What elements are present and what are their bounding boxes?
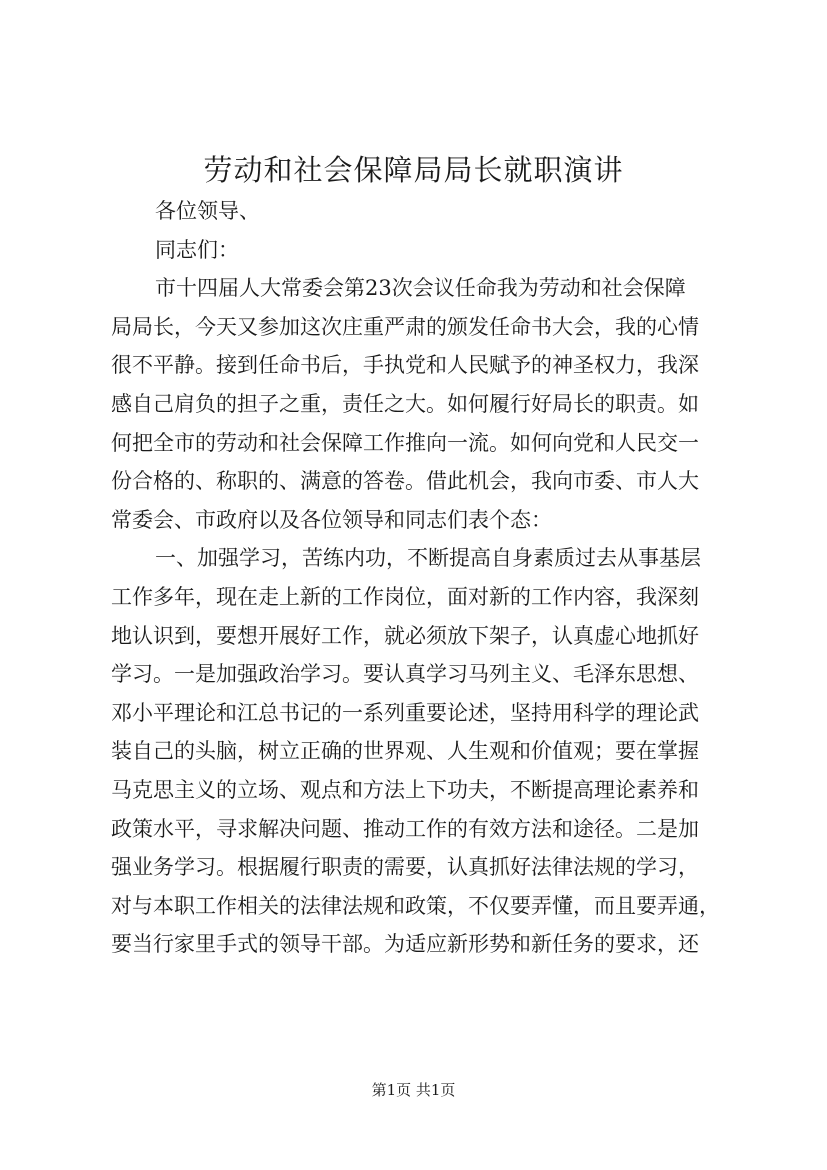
paragraph-line: 对与本职工作相关的法律法规和政策，不仅要弄懂，而且要弄通，	[111, 893, 720, 918]
paragraph-line: 马克思主义的立场、观点和方法上下功夫，不断提高理论素养和	[111, 777, 699, 802]
paragraph-line: 邓小平理论和江总书记的一系列重要论述，坚持用科学的理论武	[111, 700, 699, 725]
paragraph-line: 份合格的、称职的、满意的答卷。借此机会，我向市委、市人大	[111, 469, 699, 494]
paragraph-line: 要当行家里手式的领导干部。为适应新形势和新任务的要求，还	[111, 932, 699, 957]
paragraph-line: 很不平静。接到任命书后，手执党和人民赋予的神圣权力，我深	[111, 353, 699, 378]
paragraph-line: 装自己的头脑，树立正确的世界观、人生观和价值观；要在掌握	[111, 739, 699, 764]
paragraph-line: 常委会、市政府以及各位领导和同志们表个态：	[111, 507, 552, 532]
paragraph-line: 感自己肩负的担子之重，责任之大。如何履行好局长的职责。如	[111, 391, 699, 416]
salutation-line: 各位领导、	[155, 199, 260, 223]
paragraph-line: 地认识到，要想开展好工作，就必须放下架子，认真虚心地抓好	[111, 623, 699, 648]
paragraph-line: 工作多年，现在走上新的工作岗位，面对新的工作内容，我深刻	[111, 584, 699, 609]
paragraph-line: 强业务学习。根据履行职责的需要，认真抓好法律法规的学习，	[111, 855, 699, 880]
paragraph-line: 一、加强学习，苦练内功，不断提高自身素质过去从事基层	[155, 546, 701, 571]
paragraph-line: 何把全市的劳动和社会保障工作推向一流。如何向党和人民交一	[111, 430, 699, 455]
paragraph-line: 学习。一是加强政治学习。要认真学习马列主义、毛泽东思想、	[111, 662, 699, 687]
paragraph-line: 政策水平，寻求解决问题、推动工作的有效方法和途径。二是加	[111, 816, 699, 841]
document-body	[111, 192, 721, 964]
document-title: 劳动和社会保障局局长就职演讲	[203, 153, 624, 187]
page-footer: 第1页 共1页	[371, 1081, 456, 1099]
paragraph-line: 市十四届人大常委会第23次会议任命我为劳动和社会保障	[155, 276, 686, 301]
paragraph-line: 局局长，今天又参加这次庄重严肃的颁发任命书大会，我的心情	[111, 314, 699, 339]
salutation-line: 同志们：	[155, 237, 239, 262]
